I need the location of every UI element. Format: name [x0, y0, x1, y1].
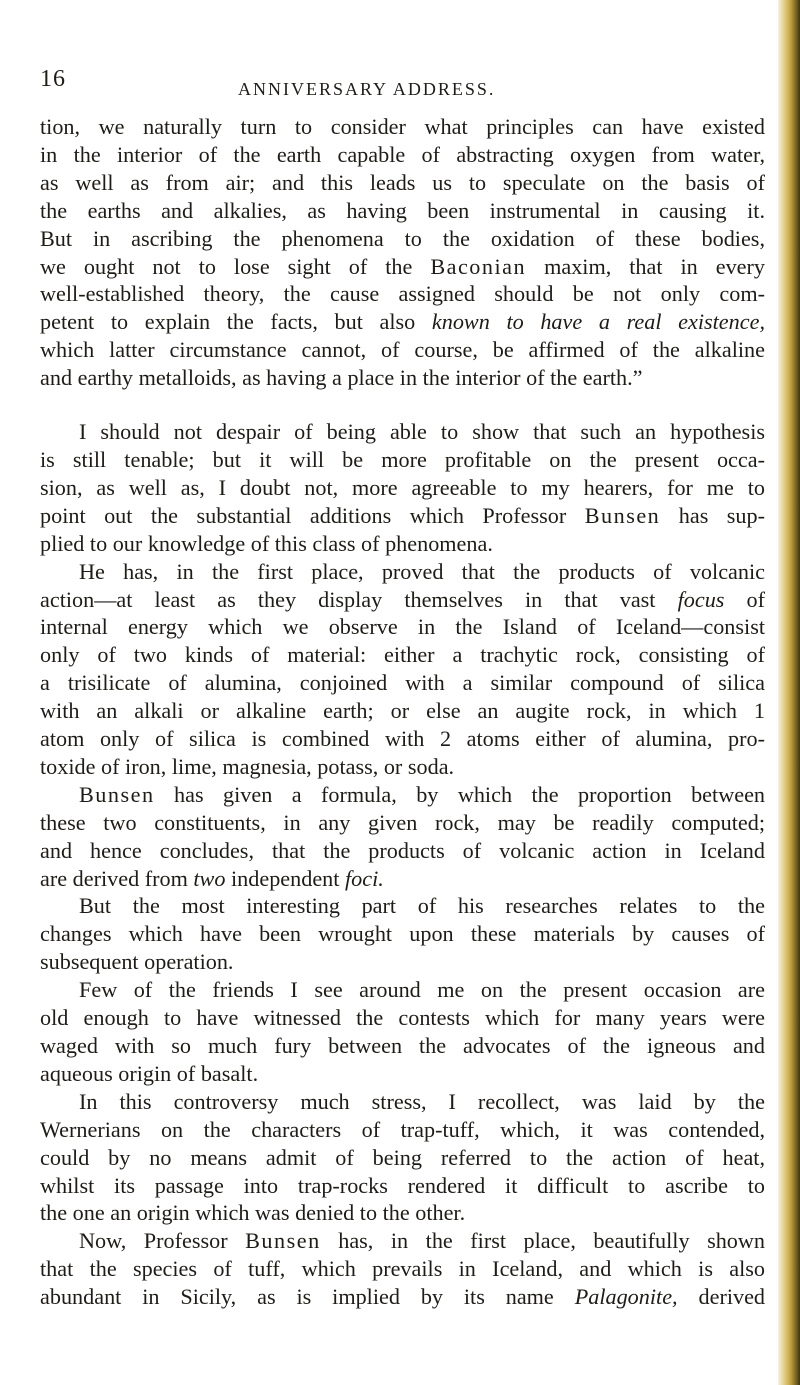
running-head: ANNIVERSARY ADDRESS. [238, 79, 496, 99]
spaced-name-bunsen: Bunsen [584, 502, 661, 528]
paragraph-researches [40, 892, 765, 976]
text-line: Now, Professor Bunsen has, in the first place, beautifully shown [79, 1228, 766, 1254]
italic-word-two: two [193, 865, 226, 891]
paragraph-basalt-controversy [40, 976, 765, 1088]
italic-word-focus: focus [677, 586, 725, 612]
text-line: plied to our knowledge of this class of phenomena. [40, 530, 493, 556]
text-line: could by no means admit of being referred to the action of heat, [40, 1144, 765, 1170]
spaced-name-bunsen: Bunsen [79, 781, 155, 807]
paragraph-hypothesis [40, 418, 765, 558]
text-line: the one an origin which was denied to the other. [40, 1200, 466, 1226]
text-line: sion, as well as, I doubt not, more agreeable to my hearers, for me to [40, 474, 765, 500]
italic-word-foci: foci. [344, 865, 384, 891]
text-line: waged with so much fury between the advocates of the igneous and [40, 1033, 765, 1058]
text-line: Wernerians on the characters of trap-tuff, which, it was contended, [40, 1116, 765, 1142]
text-line: as well as from air; and this leads us to speculate on the basis of [40, 169, 765, 195]
paragraph-wernerians [40, 1088, 765, 1228]
text-line: But the most interesting part of his researches relates to the [79, 893, 765, 919]
text-line: only of two kinds of material: either a trachytic rock, consisting of [40, 642, 765, 668]
page-number: 16 [40, 66, 66, 92]
spaced-name-baconian: Baconian [430, 253, 527, 279]
text-line: In this controversy much stress, I recollect, was laid by the [79, 1088, 765, 1114]
text-line: these two constituents, in any given rock, may be readily computed; [40, 809, 765, 835]
text-line: tion, we naturally turn to consider what principles can have existed [40, 114, 765, 139]
text-line: action—at least as they display themselves in that vast focus of [40, 586, 766, 612]
page-edge [778, 0, 800, 1385]
text-line: abundant in Sicily, as is implied by its name Palagonite, derived [40, 1284, 766, 1310]
text-line: aqueous origin of basalt. [40, 1060, 259, 1086]
text-line: is still tenable; but it will be more profitable on the present occa- [40, 446, 765, 472]
paragraph-formula [40, 781, 765, 893]
text-line: toxide of iron, lime, magnesia, potass, or soda. [40, 753, 455, 779]
text-line: in the interior of the earth capable of abstracting oxygen from water, [40, 141, 765, 167]
text-line: that the species of tuff, which prevails in Iceland, and which is also [40, 1256, 765, 1282]
text-line: old enough to have witnessed the contests which for many years were [40, 1005, 765, 1031]
text-line: point out the substantial additions which Professor Bunsen has sup- [40, 502, 766, 528]
body-text [40, 113, 765, 1311]
text-line: which latter circumstance cannot, of course, be affirmed of the alkaline [40, 337, 765, 363]
text-line: petent to explain the facts, but also known to have a real existence, [40, 309, 765, 335]
text-line: atom only of silica is combined with 2 atoms either of alumina, pro- [40, 726, 765, 752]
paragraph-volcanic-products [40, 558, 765, 781]
text-line: a trisilicate of alumina, conjoined with a similar compound of silica [40, 670, 765, 696]
text-line: changes which have been wrought upon these materials by causes of [40, 921, 765, 947]
paragraph-gap [40, 392, 765, 418]
text-line: and earthy metalloids, as having a place in the interior of the earth.” [40, 365, 643, 391]
text-line: we ought not to lose sight of the Baconian maxim, that in every [40, 253, 765, 279]
text-line: Bunsen has given a formula, by which the proportion between [79, 781, 766, 807]
paragraph-palagonite [40, 1227, 765, 1311]
text-line: the earths and alkalies, as having been instrumental in causing it. [40, 197, 765, 223]
text-line: with an alkali or alkaline earth; or else an augite rock, in which 1 [40, 698, 765, 724]
text-line: whilst its passage into trap-rocks rendered it difficult to ascribe to [40, 1172, 765, 1198]
text-line: are derived from two independent foci. [40, 865, 384, 891]
text-line: But in ascribing the phenomena to the oxidation of these bodies, [40, 225, 765, 251]
text-line: subsequent operation. [40, 949, 234, 975]
text-line: He has, in the first place, proved that the products of volcanic [79, 558, 765, 584]
paragraph-quote-end [40, 113, 765, 392]
text-line: well-established theory, the cause assigned should be not only com- [40, 281, 765, 307]
spaced-name-bunsen: Bunsen [245, 1228, 321, 1254]
text-line: and hence concludes, that the products of volcanic action in Iceland [40, 837, 765, 863]
text-line: I should not despair of being able to show that such an hypothesis [79, 419, 765, 445]
text-line: Few of the friends I see around me on the present occasion are [79, 977, 765, 1003]
text-line: internal energy which we observe in the Island of Iceland—consist [40, 614, 765, 640]
italic-phrase: known to have a real existence, [431, 309, 765, 335]
italic-word-palagonite: Palagonite, [574, 1284, 678, 1310]
